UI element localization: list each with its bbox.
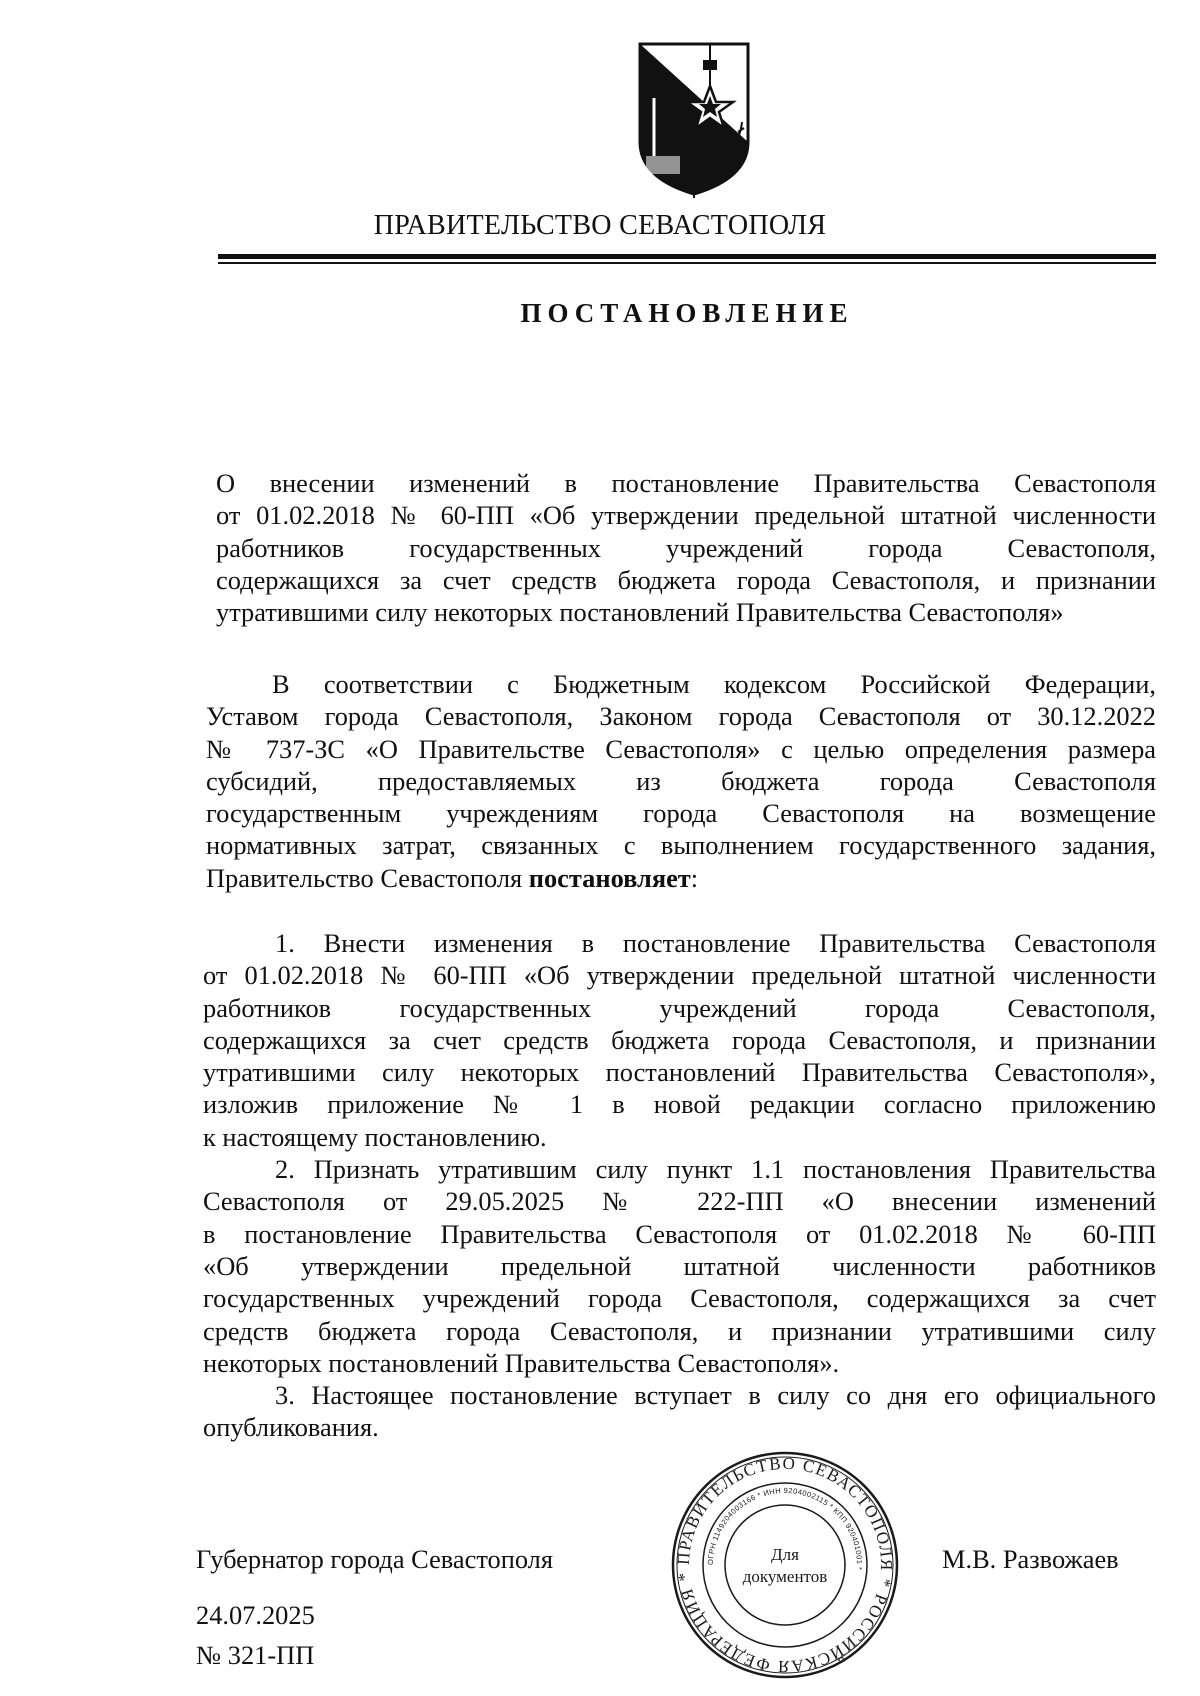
item-3-line: 3. Настоящее постановление вступает в силу со дня его официального bbox=[275, 1380, 1156, 1411]
item-2-line: некоторых постановлений Правительства Севастополя». bbox=[203, 1347, 840, 1378]
document-number: № 321-ПП bbox=[196, 1640, 315, 1670]
item-2-line: государственных учреждений города Севастополя, содержащихся за счет bbox=[203, 1283, 1156, 1314]
preamble-line: государственным учреждениям города Севастополя на возмещение bbox=[206, 798, 1156, 829]
item-1-line: содержащихся за счет средств бюджета города Севастополя, и признании bbox=[203, 1024, 1156, 1055]
document-subject bbox=[216, 467, 1156, 628]
organization-title: ПРАВИТЕЛЬСТВО СЕВАСТОПОЛЯ bbox=[373, 210, 827, 241]
item-2-line: «Об утверждении предельной штатной численности работников bbox=[203, 1250, 1156, 1281]
seal-outer-text: ПРАВИТЕЛЬСТВО СЕВАСТОПОЛЯ * РОССИЙСКАЯ ФЕДЕРАЦИЯ * bbox=[673, 1453, 897, 1677]
document-date: 24.07.2025 bbox=[196, 1600, 315, 1630]
preamble-line: субсидий, предоставляемых из бюджета города Севастополя bbox=[206, 765, 1156, 796]
seal-inner-text: ОГРН 1149204003166 * ИНН 9204002115 * КПП 920401001 * bbox=[705, 1485, 865, 1571]
document-preamble bbox=[206, 668, 1156, 894]
resolution-verb: постановляет bbox=[528, 862, 691, 893]
item-2-line: Севастополя от 29.05.2025 № 222-ПП «О внесении изменений bbox=[203, 1186, 1156, 1217]
seal-center-line-2: документов bbox=[742, 1567, 828, 1586]
item-2-line: в постановление Правительства Севастополя от 01.02.2018 № 60-ПП bbox=[203, 1218, 1156, 1249]
header-rule-thin bbox=[218, 262, 1156, 264]
item-2-line: средств бюджета города Севастополя, и признании утратившими силу bbox=[203, 1315, 1156, 1346]
preamble-suffix: : bbox=[690, 862, 699, 893]
subject-line: от 01.02.2018 № 60-ПП «Об утверждении предельной штатной численности bbox=[216, 500, 1156, 531]
item-1-line: от 01.02.2018 № 60-ПП «Об утверждении предельной штатной численности bbox=[203, 960, 1156, 991]
subject-line: утратившими силу некоторых постановлений Правительства Севастополя» bbox=[216, 597, 1064, 628]
item-1-line: изложив приложение № 1 в новой редакции согласно приложению bbox=[203, 1089, 1156, 1120]
item-1-line: 1. Внести изменения в постановление Правительства Севастополя bbox=[275, 928, 1156, 958]
preamble-line: нормативных затрат, связанных с выполнением государственного задания, bbox=[206, 830, 1156, 861]
subject-line: работников государственных учреждений города Севастополя, bbox=[216, 532, 1156, 563]
item-3-line: опубликования. bbox=[203, 1412, 379, 1443]
signer-name: М.В. Развожаев bbox=[942, 1544, 1119, 1574]
document-type-title: ПОСТАНОВЛЕНИЕ bbox=[520, 298, 854, 328]
item-1-line: к настоящему постановлению. bbox=[203, 1121, 547, 1152]
preamble-line: В соответствии с Бюджетным кодексом Российской Федерации, bbox=[272, 669, 1156, 699]
subject-line: О внесении изменений в постановление Правительства Севастополя bbox=[216, 468, 1156, 498]
item-1-line: утратившими силу некоторых постановлений Правительства Севастополя», bbox=[203, 1057, 1156, 1088]
signer-role: Губернатор города Севастополя bbox=[196, 1544, 553, 1574]
item-1-line: работников государственных учреждений города Севастополя, bbox=[203, 992, 1156, 1023]
preamble-line: № 737-ЗС «О Правительстве Севастополя» с целью определения размера bbox=[206, 733, 1156, 764]
subject-line: содержащихся за счет средств бюджета города Севастополя, и признании bbox=[216, 564, 1156, 595]
document-items bbox=[203, 927, 1156, 1444]
preamble-line: Уставом города Севастополя, Законом города Севастополя от 30.12.2022 bbox=[206, 701, 1156, 732]
sevastopol-coat-of-arms-icon bbox=[632, 38, 756, 198]
preamble-line bbox=[206, 862, 1156, 894]
seal-center-line-1: Для bbox=[771, 1545, 799, 1564]
official-seal-stamp-icon bbox=[670, 1450, 900, 1680]
header-rule-thick bbox=[218, 254, 1156, 259]
preamble-prefix: Правительство Севастополя bbox=[206, 862, 529, 893]
item-2-line: 2. Признать утратившим силу пункт 1.1 постановления Правительства bbox=[275, 1154, 1156, 1185]
